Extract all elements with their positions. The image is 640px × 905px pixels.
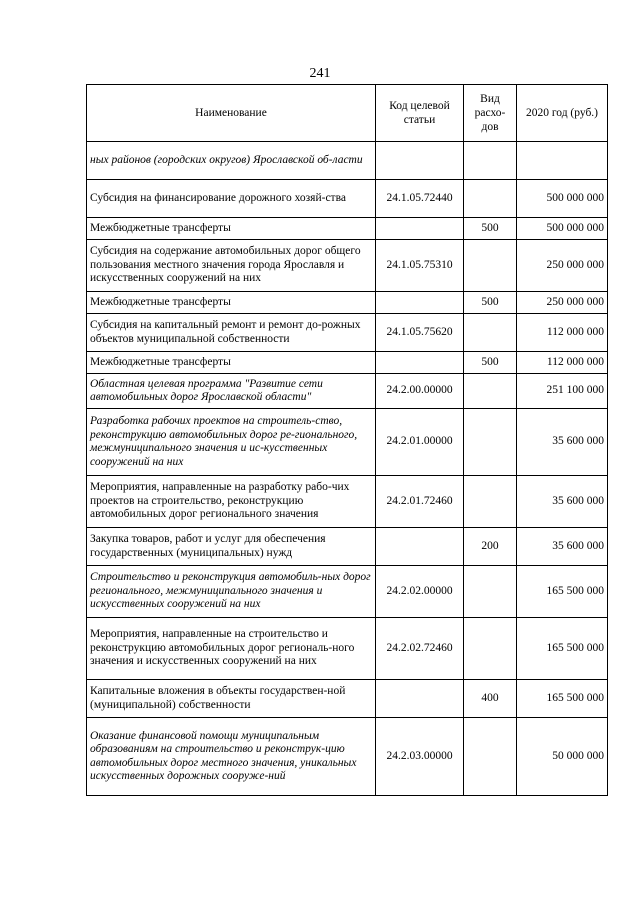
- row-amount-cell: 35 600 000: [517, 409, 608, 476]
- row-name-cell: Межбюджетные трансферты: [87, 292, 376, 314]
- table-row: [87, 218, 608, 240]
- table-row: [87, 680, 608, 718]
- row-name-cell: Субсидия на содержание автомобильных дорог общего пользования местного значения города Ярославля и искусственных сооружений на них: [87, 240, 376, 292]
- table-row: [87, 374, 608, 409]
- row-amount-cell: 250 000 000: [517, 292, 608, 314]
- row-vid-cell: [464, 476, 517, 528]
- row-name-cell: Субсидия на капитальный ремонт и ремонт до-рожных объектов муниципальной собственности: [87, 314, 376, 352]
- row-name-cell: Капитальные вложения в объекты государствен-ной (муниципальной) собственности: [87, 680, 376, 718]
- row-name-cell: Закупка товаров, работ и услуг для обеспечения государственных (муниципальных) нужд: [87, 528, 376, 566]
- row-vid-cell: 500: [464, 218, 517, 240]
- row-vid-cell: [464, 374, 517, 409]
- row-amount-cell: 112 000 000: [517, 314, 608, 352]
- row-code-cell: 24.1.05.72440: [376, 180, 464, 218]
- row-vid-cell: [464, 566, 517, 618]
- table-header: [87, 85, 608, 142]
- row-name-cell: ных районов (городских округов) Ярославской об-ласти: [87, 142, 376, 180]
- table-row: [87, 618, 608, 680]
- row-code-cell: 24.2.02.00000: [376, 566, 464, 618]
- row-amount-cell: 50 000 000: [517, 718, 608, 796]
- row-code-cell: [376, 352, 464, 374]
- table-row: [87, 180, 608, 218]
- table-row: [87, 292, 608, 314]
- row-code-cell: [376, 680, 464, 718]
- row-code-cell: [376, 218, 464, 240]
- header-vid: Вид расхо-дов: [464, 85, 517, 142]
- row-amount-cell: 165 500 000: [517, 566, 608, 618]
- row-vid-cell: [464, 142, 517, 180]
- row-vid-cell: [464, 718, 517, 796]
- row-vid-cell: [464, 240, 517, 292]
- row-vid-cell: [464, 409, 517, 476]
- row-vid-cell: 200: [464, 528, 517, 566]
- row-code-cell: 24.2.02.72460: [376, 618, 464, 680]
- row-vid-cell: [464, 618, 517, 680]
- row-name-cell: Строительство и реконструкция автомобиль-ных дорог регионального, межмуниципального значения и искусственных сооружений на них: [87, 566, 376, 618]
- row-amount-cell: 250 000 000: [517, 240, 608, 292]
- row-code-cell: 24.2.01.72460: [376, 476, 464, 528]
- row-amount-cell: 500 000 000: [517, 180, 608, 218]
- row-code-cell: [376, 142, 464, 180]
- row-amount-cell: 165 500 000: [517, 618, 608, 680]
- row-name-cell: Областная целевая программа "Развитие сети автомобильных дорог Ярославской области": [87, 374, 376, 409]
- table-row: [87, 142, 608, 180]
- table-row: [87, 476, 608, 528]
- row-code-cell: [376, 528, 464, 566]
- budget-table: [86, 84, 608, 796]
- row-name-cell: Мероприятия, направленные на строительство и реконструкцию автомобильных дорог региональ-ного значения и искусственных сооружений на них: [87, 618, 376, 680]
- table-row: [87, 352, 608, 374]
- row-vid-cell: [464, 314, 517, 352]
- table-row: [87, 314, 608, 352]
- row-name-cell: Разработка рабочих проектов на строитель-ство, реконструкцию автомобильных дорог ре-гионального, межмуниципального значения и ис-кусственных сооружений на них: [87, 409, 376, 476]
- row-name-cell: Межбюджетные трансферты: [87, 218, 376, 240]
- row-name-cell: Межбюджетные трансферты: [87, 352, 376, 374]
- table-row: [87, 409, 608, 476]
- row-code-cell: 24.1.05.75310: [376, 240, 464, 292]
- row-vid-cell: 500: [464, 292, 517, 314]
- row-vid-cell: 500: [464, 352, 517, 374]
- row-amount-cell: 112 000 000: [517, 352, 608, 374]
- table-row: [87, 566, 608, 618]
- page-number: 241: [309, 66, 331, 81]
- row-code-cell: 24.2.01.00000: [376, 409, 464, 476]
- table-row: [87, 528, 608, 566]
- row-name-cell: Субсидия на финансирование дорожного хозяй-ства: [87, 180, 376, 218]
- row-amount-cell: 500 000 000: [517, 218, 608, 240]
- table-row: [87, 240, 608, 292]
- row-amount-cell: 35 600 000: [517, 476, 608, 528]
- header-amount: 2020 год (руб.): [517, 85, 608, 142]
- row-code-cell: 24.2.00.00000: [376, 374, 464, 409]
- row-code-cell: 24.2.03.00000: [376, 718, 464, 796]
- header-code: Код целевой статьи: [376, 85, 464, 142]
- row-code-cell: [376, 292, 464, 314]
- row-name-cell: Оказание финансовой помощи муниципальным образованиям на строительство и реконструк-цию автомобильных дорог местного значения, уникальных искусственных дорожных сооруже-ний: [87, 718, 376, 796]
- row-name-cell: Мероприятия, направленные на разработку рабо-чих проектов на строительство, реконструкцию автомобильных дорог регионального значения: [87, 476, 376, 528]
- table-row: [87, 718, 608, 796]
- header-name: Наименование: [87, 85, 376, 142]
- table-body: [87, 142, 608, 796]
- row-amount-cell: 251 100 000: [517, 374, 608, 409]
- row-code-cell: 24.1.05.75620: [376, 314, 464, 352]
- row-amount-cell: 35 600 000: [517, 528, 608, 566]
- row-vid-cell: 400: [464, 680, 517, 718]
- row-vid-cell: [464, 180, 517, 218]
- row-amount-cell: [517, 142, 608, 180]
- row-amount-cell: 165 500 000: [517, 680, 608, 718]
